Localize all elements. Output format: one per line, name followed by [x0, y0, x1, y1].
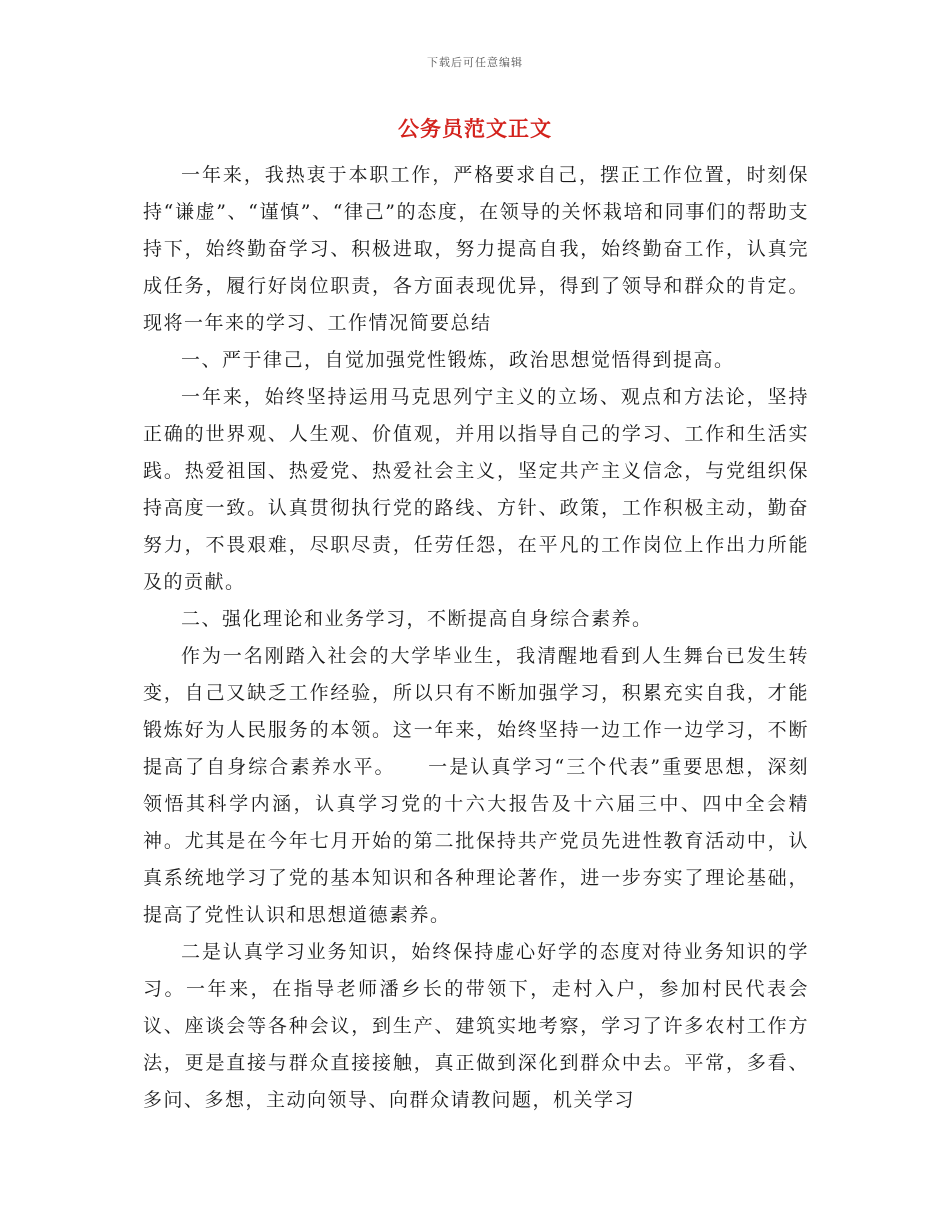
paragraph-intro: 一年来，我热衷于本职工作，严格要求自己，摆正工作位置，时刻保持“谦虚”、“谨慎”、“律己”的态度，在领导的关怀栽培和同事们的帮助支持下，始终勤奋学习、积极进取，努力提高自我，始终勤奋工作，认真完成任务，履行好岗位职责，各方面表现优异，得到了领导和群众的肯定。现将一年来的学习、工作情况简要总结 — [143, 164, 809, 334]
document-body — [143, 157, 809, 1119]
paragraph-section-1: 一年来，始终坚持运用马克思列宁主义的立场、观点和方法论，坚持正确的世界观、人生观、价值观，并用以指导自己的学习、工作和生活实践。热爱祖国、热爱党、热爱社会主义，坚定共产主义信念，与党组织保持高度一致。认真贯彻执行党的路线、方针、政策，工作积极主动，勤奋努力，不畏艰难，尽职尽责，任劳任怨，在平凡的工作岗位上作出力所能及的贡献。 — [143, 386, 809, 593]
document-title: 公务员范文正文 — [398, 116, 552, 141]
paragraph-section-2: 作为一名刚踏入社会的大学毕业生，我清醒地看到人生舞台已发生转变，自己又缺乏工作经验，所以只有不断加强学习，积累充实自我，才能锻炼好为人民服务的本领。这一年来，始终坚持一边工作一边学习，不断提高了自身综合素养水平。 一是认真学习“三个代表”重要思想，深刻领悟其科学内涵，认真学习党的十六大报告及十六届三中、四中全会精神。尤其是在今年七月开始的第二批保持共产党员先进性教育活动中，认真系统地学习了党的基本知识和各种理论著作，进一步夯实了理论基础，提高了党性认识和思想道德素养。 — [143, 645, 809, 926]
page-header-note: 下载后可任意编辑 — [427, 56, 523, 69]
paragraph-section-2-part-2: 二是认真学习业务知识，始终保持虚心好学的态度对待业务知识的学习。一年来，在指导老师潘乡长的带领下，走村入户，参加村民代表会议、座谈会等各种会议，到生产、建筑实地考察，学习了许多农村工作方法，更是直接与群众直接接触，真正做到深化到群众中去。平常，多看、多问、多想，主动向领导、向群众请教问题，机关学习 — [143, 941, 809, 1111]
section-heading-1: 一、严于律己，自觉加强党性锻炼，政治思想觉悟得到提高。 — [181, 349, 735, 371]
section-heading-2: 二、强化理论和业务学习，不断提高自身综合素养。 — [181, 608, 653, 630]
